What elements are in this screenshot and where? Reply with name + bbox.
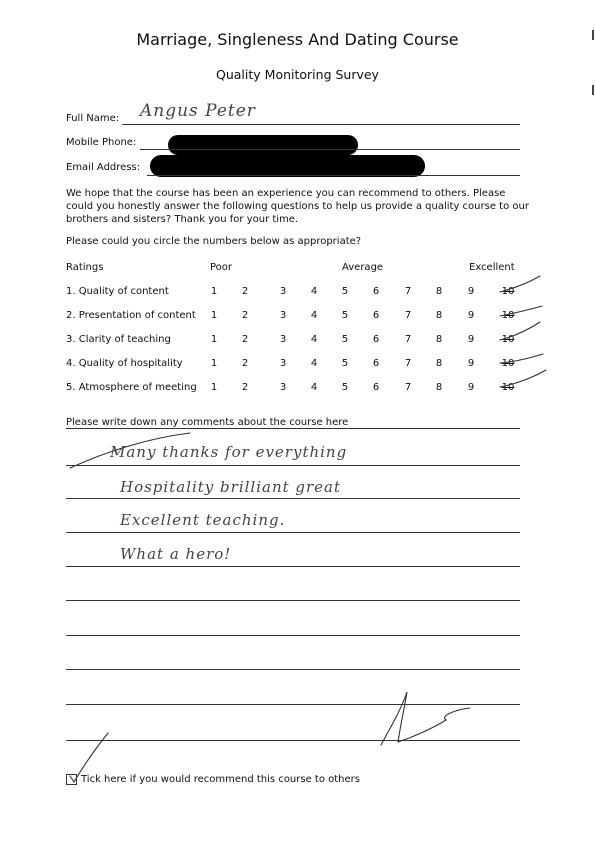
recommend-checkbox[interactable] [66,774,77,785]
rating-option[interactable]: 2 [241,334,249,345]
comment-line [66,498,520,499]
form-subtitle: Quality Monitoring Survey [216,67,379,82]
rating-option[interactable]: 4 [310,382,318,393]
form-title: Marriage, Singleness And Dating Course [136,30,459,49]
scan-margin-mark [592,85,594,95]
comment-text: Hospitality brilliant great [120,478,342,496]
rating-option[interactable]: 5 [341,358,349,369]
rating-option[interactable]: 1 [210,286,218,297]
comment-text: Excellent teaching. [120,511,286,529]
rating-option[interactable]: 8 [435,286,443,297]
scale-excellent-label: Excellent [469,262,515,273]
rating-option[interactable]: 1 [210,310,218,321]
instruction-text: Please could you circle the numbers below as appropriate? [66,236,362,247]
rating-option[interactable]: 9 [467,358,475,369]
rating-option[interactable]: 2 [241,286,249,297]
rating-option[interactable]: 5 [341,334,349,345]
rating-option[interactable]: 10 [501,286,515,297]
signature-stroke [381,692,470,745]
rating-option[interactable]: 10 [501,358,515,369]
scale-poor-label: Poor [210,262,233,273]
rating-option[interactable]: 9 [467,310,475,321]
rating-option[interactable]: 3 [279,382,287,393]
rating-row-label: 4. Quality of hospitality [66,358,183,369]
rating-option[interactable]: 8 [435,358,443,369]
intro-paragraph: We hope that the course has been an experience you can recommend to others. Please could you honestly answer the following questions to help us provide a quality course to our brothers and sisters? Thank you for your time. [66,188,529,225]
rating-option[interactable]: 3 [279,310,287,321]
comment-line [66,532,520,533]
comment-line [66,669,520,670]
redaction-bar [168,135,358,155]
rating-option[interactable]: 2 [241,310,249,321]
rating-option[interactable]: 2 [241,358,249,369]
rating-option[interactable]: 1 [210,382,218,393]
rating-option[interactable]: 1 [210,358,218,369]
redaction-bar [150,155,425,177]
rating-option[interactable]: 10 [501,334,515,345]
rating-option[interactable]: 3 [279,286,287,297]
rating-option[interactable]: 9 [467,334,475,345]
rating-option[interactable]: 8 [435,382,443,393]
rating-option[interactable]: 6 [372,334,380,345]
rating-option[interactable]: 9 [467,286,475,297]
rating-row-label: 5. Atmosphere of meeting [66,382,197,393]
full-name-value[interactable]: Angus Peter [140,101,256,121]
rating-option[interactable]: 10 [501,382,515,393]
rating-option[interactable]: 3 [279,334,287,345]
comment-text: Many thanks for everything [110,443,348,461]
rating-option[interactable]: 5 [341,382,349,393]
full-name-line [122,124,520,125]
rating-option[interactable]: 8 [435,334,443,345]
comment-line [66,740,520,741]
rating-option[interactable]: 6 [372,310,380,321]
rating-option[interactable]: 1 [210,334,218,345]
comment-text: What a hero! [120,545,232,563]
rating-option[interactable]: 7 [404,358,412,369]
rating-option[interactable]: 4 [310,358,318,369]
email-address-label: Email Address: [66,162,141,173]
rating-option[interactable]: 10 [501,310,515,321]
comment-line [66,566,520,567]
email-address-line [147,175,520,176]
rating-row-label: 3. Clarity of teaching [66,334,171,345]
scale-average-label: Average [342,262,384,273]
full-name-label: Full Name: [66,113,120,124]
comment-line [66,704,520,705]
ratings-header: Ratings [66,262,104,273]
rating-option[interactable]: 4 [310,310,318,321]
comment-line [66,428,520,429]
rating-option[interactable]: 7 [404,382,412,393]
comment-line [66,600,520,601]
rating-row-label: 1. Quality of content [66,286,169,297]
rating-option[interactable]: 8 [435,310,443,321]
mobile-phone-label: Mobile Phone: [66,137,137,148]
rating-row-label: 2. Presentation of content [66,310,196,321]
mobile-phone-line [140,149,520,150]
rating-option[interactable]: 7 [404,334,412,345]
rating-option[interactable]: 2 [241,382,249,393]
comments-prompt: Please write down any comments about the course here [66,417,349,428]
rating-option[interactable]: 4 [310,286,318,297]
rating-option[interactable]: 3 [279,358,287,369]
rating-option[interactable]: 6 [372,382,380,393]
recommend-label: Tick here if you would recommend this course to others [81,774,360,785]
comment-line [66,465,520,466]
comment-line [66,635,520,636]
rating-option[interactable]: 7 [404,286,412,297]
rating-option[interactable]: 6 [372,286,380,297]
rating-option[interactable]: 4 [310,334,318,345]
rating-option[interactable]: 9 [467,382,475,393]
rating-option[interactable]: 6 [372,358,380,369]
rating-option[interactable]: 5 [341,310,349,321]
rating-option[interactable]: 7 [404,310,412,321]
rating-option[interactable]: 5 [341,286,349,297]
